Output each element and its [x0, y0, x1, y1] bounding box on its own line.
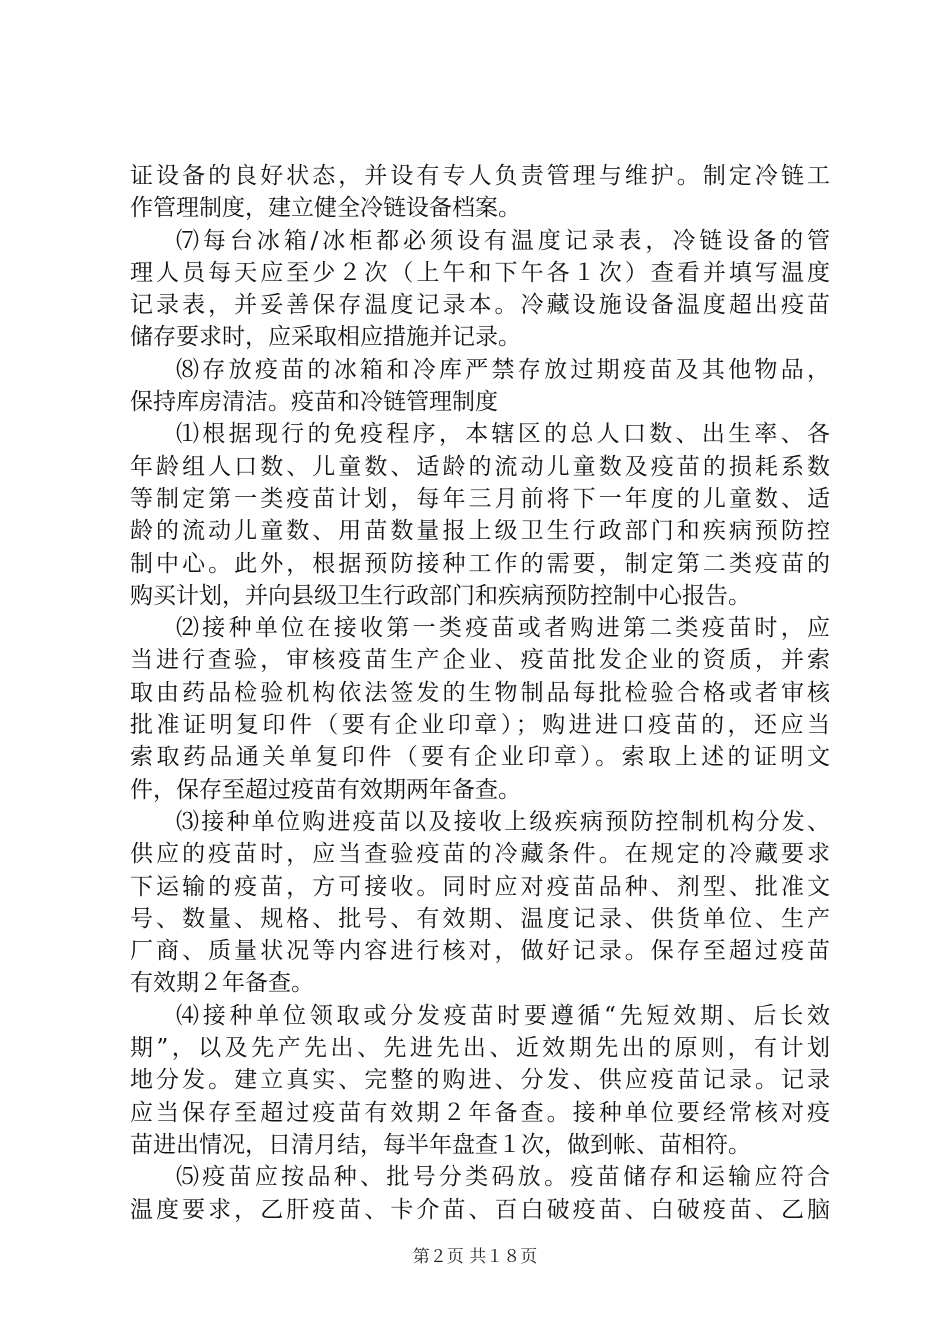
text-line: 等制定第一类疫苗计划，每年三月前将下一年度的儿童数、适 [130, 485, 830, 512]
text-line: 期”，以及先产先出、先进先出、近效期先出的原则，有计划 [130, 1035, 830, 1062]
text-line: 应当保存至超过疫苗有效期２年备查。接种单位要经常核对疫 [130, 1099, 830, 1126]
paragraph-start-line: ⑷接种单位领取或分发疫苗时要遵循“先短效期、后长效 [176, 1002, 830, 1029]
paragraph-start-line: ⑸疫苗应按品种、批号分类码放。疫苗储存和运输应符合 [176, 1164, 830, 1191]
text-line: 理人员每天应至少２次（上午和下午各１次）查看并填写温度 [130, 259, 830, 286]
text-line: 温度要求，乙肝疫苗、卡介苗、百白破疫苗、白破疫苗、乙脑 [130, 1196, 830, 1223]
text-line: 号、数量、规格、批号、有效期、温度记录、供货单位、生产 [130, 905, 830, 932]
paragraph-start-line: ⑺每台冰箱/冰柜都必须设有温度记录表，冷链设备的管 [176, 227, 830, 254]
text-line: 龄的流动儿童数、用苗数量报上级卫生行政部门和疾病预防控 [130, 518, 830, 545]
text-line: 记录表，并妥善保存温度记录本。冷藏设施设备温度超出疫苗 [130, 292, 830, 319]
text-line: 作管理制度，建立健全冷链设备档案。 [130, 195, 521, 222]
text-line: 索取药品通关单复印件（要有企业印章）。索取上述的证明文 [130, 744, 830, 771]
paragraph-start-line: ⑴根据现行的免疫程序，本辖区的总人口数、出生率、各 [176, 421, 830, 448]
text-line: 苗进出情况，日清月结，每半年盘查１次，做到帐、苗相符。 [130, 1131, 751, 1158]
body-text [130, 160, 830, 1226]
text-line: 地分发。建立真实、完整的购进、分发、供应疫苗记录。记录 [130, 1067, 830, 1094]
text-line: 证设备的良好状态，并设有专人负责管理与维护。制定冷链工 [130, 163, 830, 189]
text-line: 年龄组人口数、儿童数、适龄的流动儿童数及疫苗的损耗系数 [130, 453, 830, 480]
paragraph-start-line: ⑻存放疫苗的冰箱和冷库严禁存放过期疫苗及其他物品， [176, 356, 830, 383]
text-line: 件，保存至超过疫苗有效期两年备查。 [130, 776, 521, 803]
text-line: 批准证明复印件（要有企业印章）；购进进口疫苗的，还应当 [130, 712, 830, 739]
text-line: 当进行查验，审核疫苗生产企业、疫苗批发企业的资质，并索 [130, 647, 830, 674]
text-line: 储存要求时，应采取相应措施并记录。 [130, 324, 521, 351]
text-line: 有效期２年备查。 [130, 970, 314, 997]
text-line: 购买计划，并向县级卫生行政部门和疾病预防控制中心报告。 [130, 582, 751, 609]
text-line: 取由药品检验机构依法签发的生物制品每批检验合格或者审核 [130, 679, 830, 706]
text-line: 供应的疫苗时，应当查验疫苗的冷藏条件。在规定的冷藏要求 [130, 841, 830, 868]
text-line: 厂商、质量状况等内容进行核对，做好记录。保存至超过疫苗 [130, 938, 830, 965]
page-footer [0, 1242, 950, 1267]
text-line: 制中心。此外，根据预防接种工作的需要，制定第二类疫苗的 [130, 550, 830, 577]
text-line: 保持库房清洁。疫苗和冷链管理制度 [130, 389, 498, 416]
paragraph-start-line: ⑵接种单位在接收第一类疫苗或者购进第二类疫苗时，应 [176, 615, 830, 642]
paragraph-start-line: ⑶接种单位购进疫苗以及接收上级疾病预防控制机构分发、 [176, 808, 830, 835]
page-number: 第２页 共１８页 [412, 1247, 538, 1267]
text-line: 下运输的疫苗，方可接收。同时应对疫苗品种、剂型、批准文 [130, 873, 830, 900]
